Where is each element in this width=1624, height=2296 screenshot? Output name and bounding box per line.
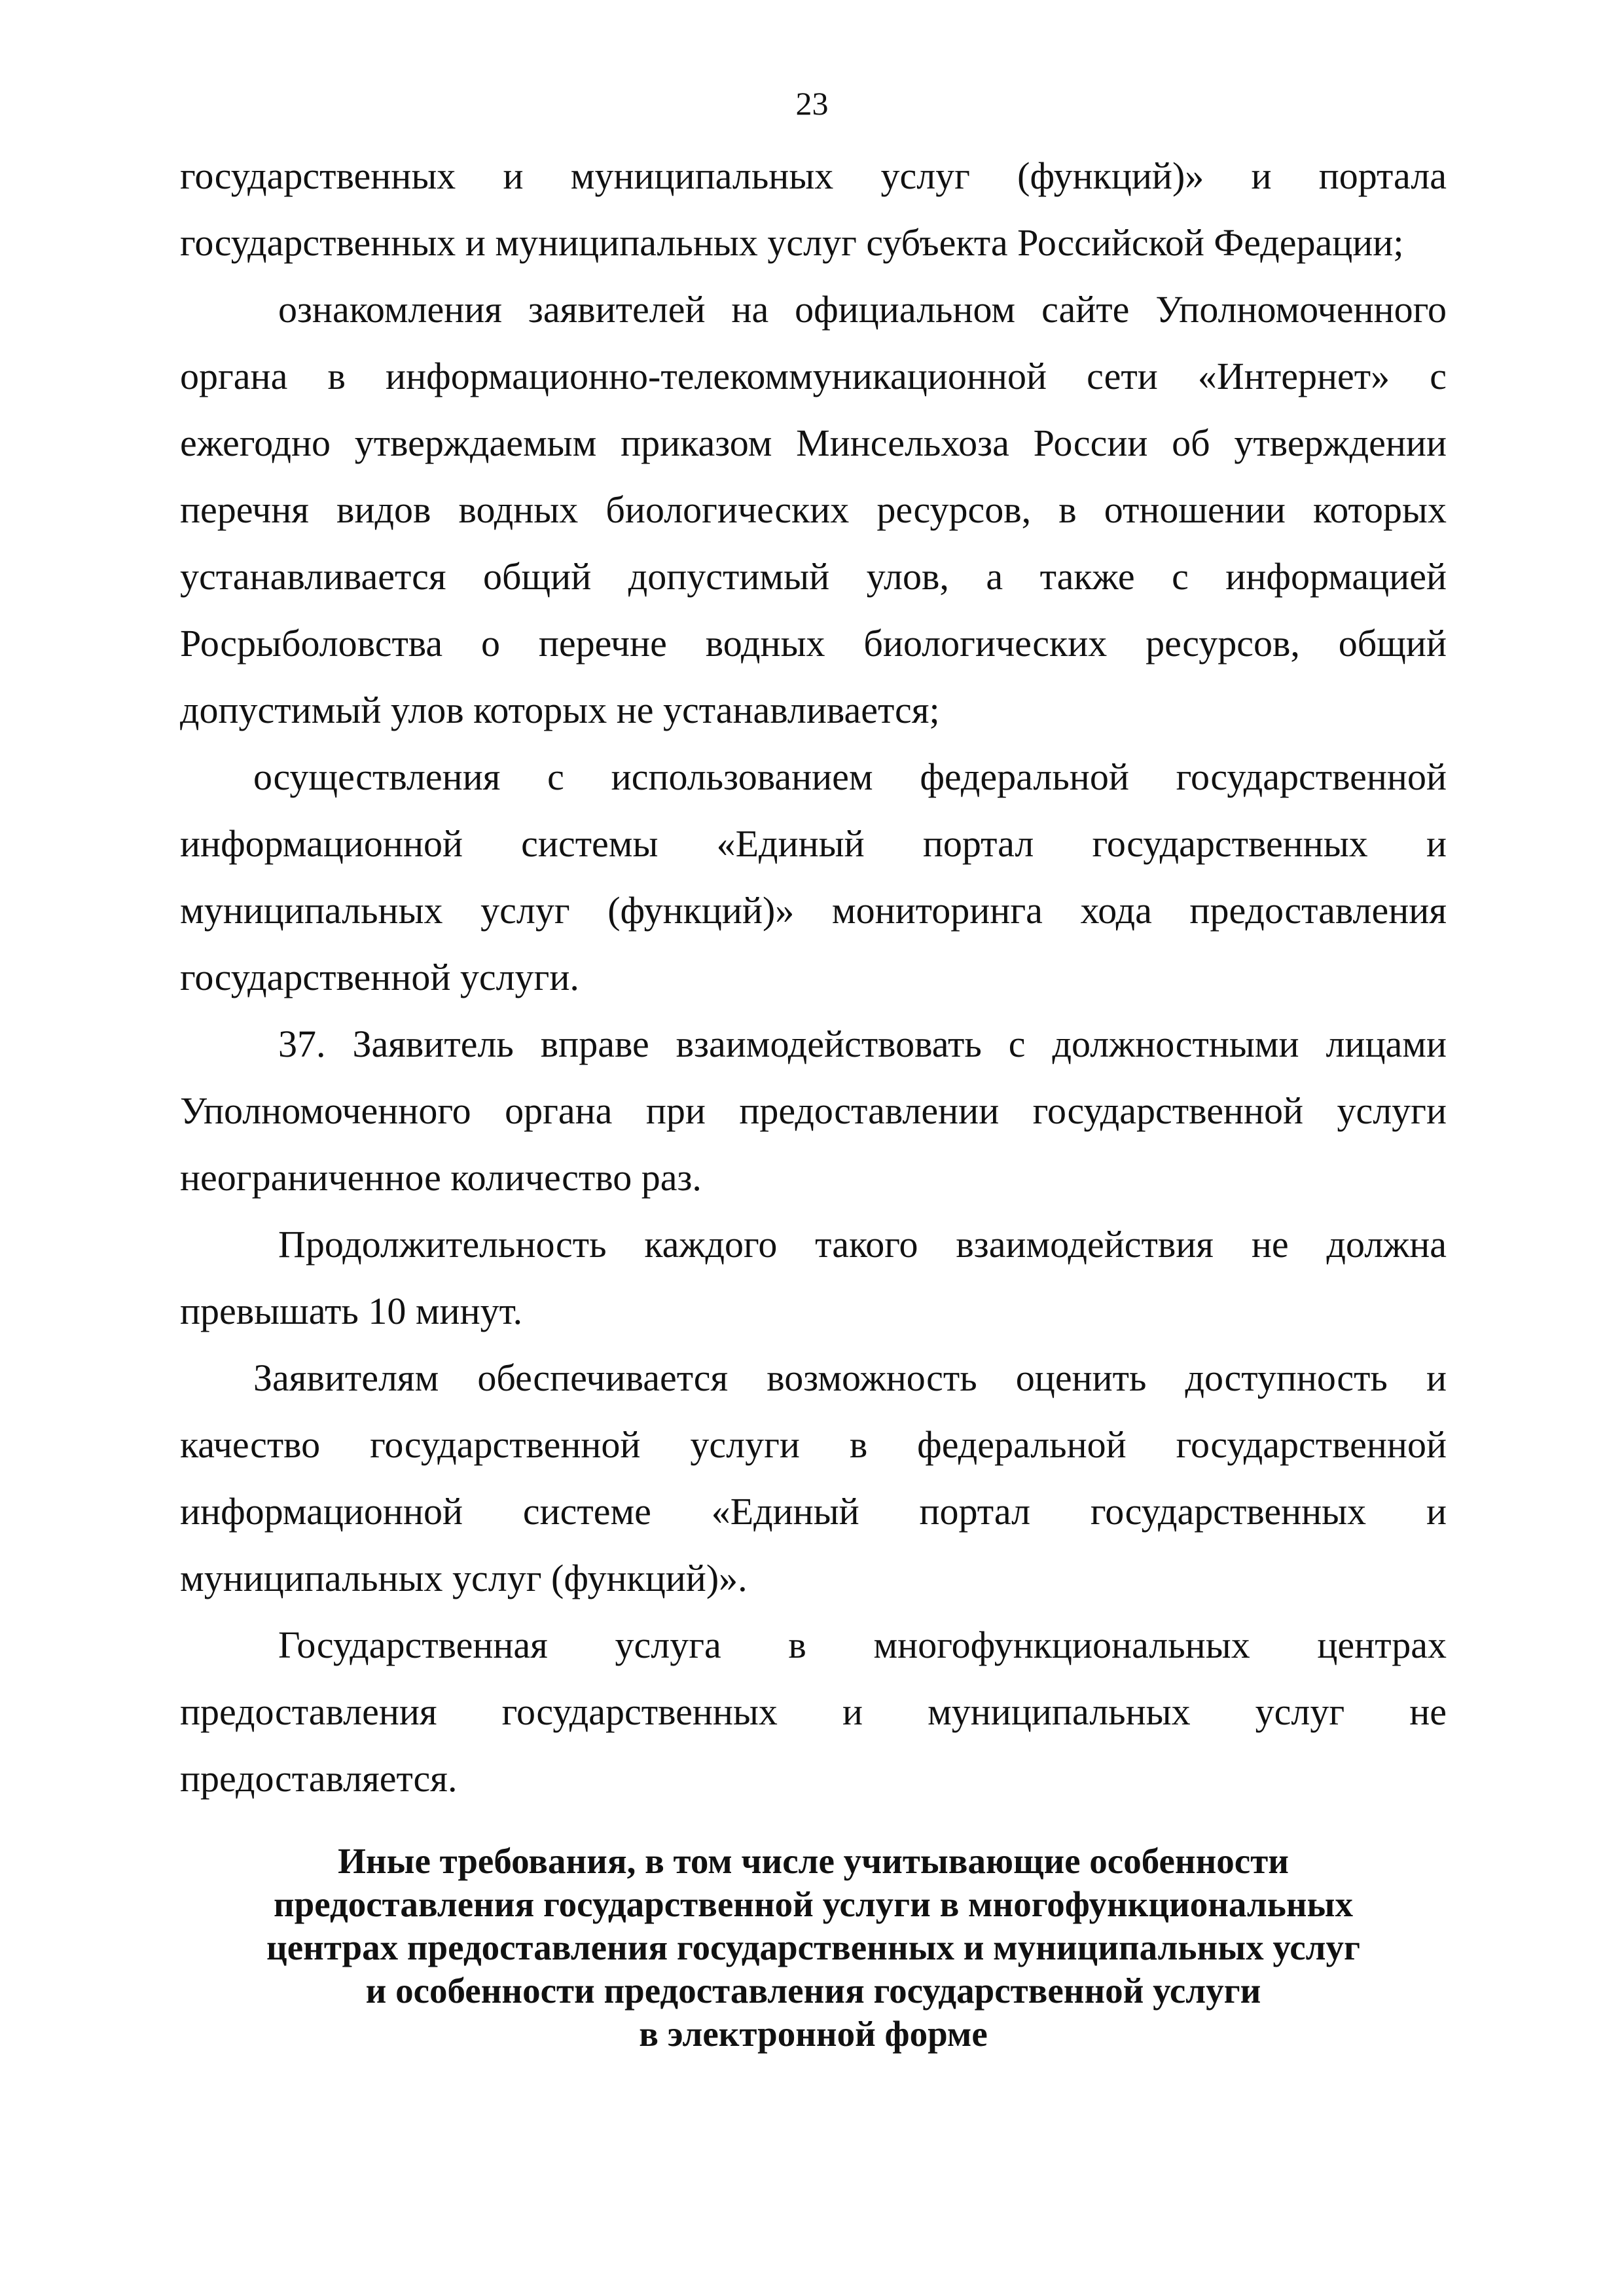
paragraph-item-37: 37. Заявитель вправе взаимодействовать с должностными лицами Уполномоченного органа при предоставлении государственной услуги неограниченное количество раз.: [180, 1023, 1447, 1199]
section-heading-line: и особенности предоставления государственной услуги: [365, 1971, 1261, 2011]
paragraph-evaluation: Заявителям обеспечивается возможность оценить доступность и качество государственной услуги в федеральной государственной информационной системе «Единый портал государственных и муниципальных услуг (функций)».: [180, 1357, 1447, 1599]
section-heading: [180, 1840, 1447, 2056]
section-heading-line: в электронной форме: [639, 2014, 988, 2054]
section-heading-line: предоставления государственной услуги в многофункциональных: [273, 1884, 1353, 1924]
page-number: 23: [795, 85, 829, 122]
paragraph-acquaintance: ознакомления заявителей на официальном сайте Уполномоченного органа в информационно-телекоммуникационной сети «Интернет» с ежегодно утверждаемым приказом Минсельхоза России об утверждении перечня видов водных биологических ресурсов, в отношении которых устанавливается общий допустимый улов, а также с информацией Росрыболовства о перечне водных биологических ресурсов, общий допустимый улов которых не устанавливается;: [180, 288, 1447, 731]
paragraph-monitoring: осуществления с использованием федеральной государственной информационной системы «Единый портал государственных и муниципальных услуг (функций)» мониторинга хода предоставления государственной услуги.: [180, 756, 1447, 998]
section-heading-line: центрах предоставления государственных и муниципальных услуг: [266, 1927, 1360, 1967]
paragraph-duration: Продолжительность каждого такого взаимодействия не должна превышать 10 минут.: [180, 1223, 1447, 1332]
section-heading-line: Иные требования, в том числе учитывающие особенности: [338, 1841, 1289, 1881]
paragraph-continuation: государственных и муниципальных услуг (функций)» и портала государственных и муниципальных услуг субъекта Российской Федерации;: [180, 155, 1447, 264]
paragraph-mfc: Государственная услуга в многофункциональных центрах предоставления государственных и муниципальных услуг не предоставляется.: [180, 1624, 1447, 1800]
document-body: [180, 143, 1447, 1812]
